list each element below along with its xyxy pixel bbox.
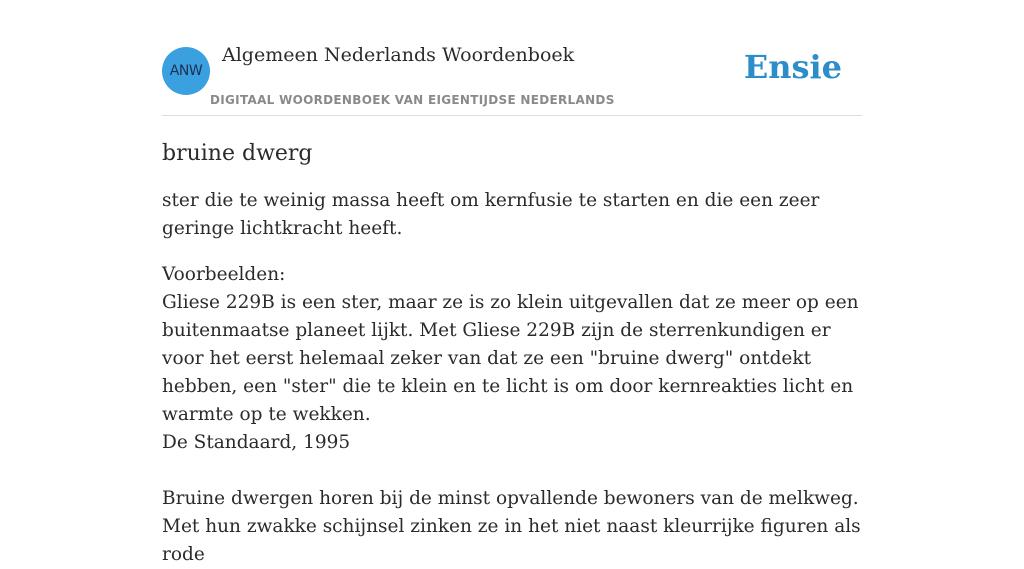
entry-definition: ster die te weinig massa heeft om kernfusie te starten en die een zeer geringe lichtkracht heeft. [162, 190, 820, 239]
examples-label: Voorbeelden: [162, 264, 286, 285]
example-text: Bruine dwergen horen bij de minst opvallende bewoners van de melkweg. Met hun zwakke schijnsel zinken ze in het niet naast kleurrijke figuren als rode [162, 488, 861, 565]
example-text: Gliese 229B is een ster, maar ze is zo klein uitgevallen dat ze meer op een buitenmaatse planeet lijkt. Met Gliese 229B zijn de sterrenkundigen er voor het eerst helemaal zeker van dat ze een "bruine dwerg" ontdekt hebben, een "ster" die te klein en te licht is om door kernreakties licht en warmte op te wekken. [162, 292, 859, 425]
anw-logo[interactable]: ANW [162, 47, 210, 95]
entry-content [162, 137, 864, 569]
site-title[interactable]: Algemeen Nederlands Woordenboek [222, 44, 575, 66]
entry-headword: bruine dwerg [162, 141, 313, 166]
examples-section [162, 261, 864, 569]
site-header [162, 0, 862, 116]
ensie-logo[interactable]: Ensie [743, 48, 842, 86]
site-subtitle: DIGITAAL WOORDENBOEK VAN EIGENTIJDSE NEDERLANDS [210, 93, 615, 107]
example-source: De Standaard, 1995 [162, 432, 351, 453]
